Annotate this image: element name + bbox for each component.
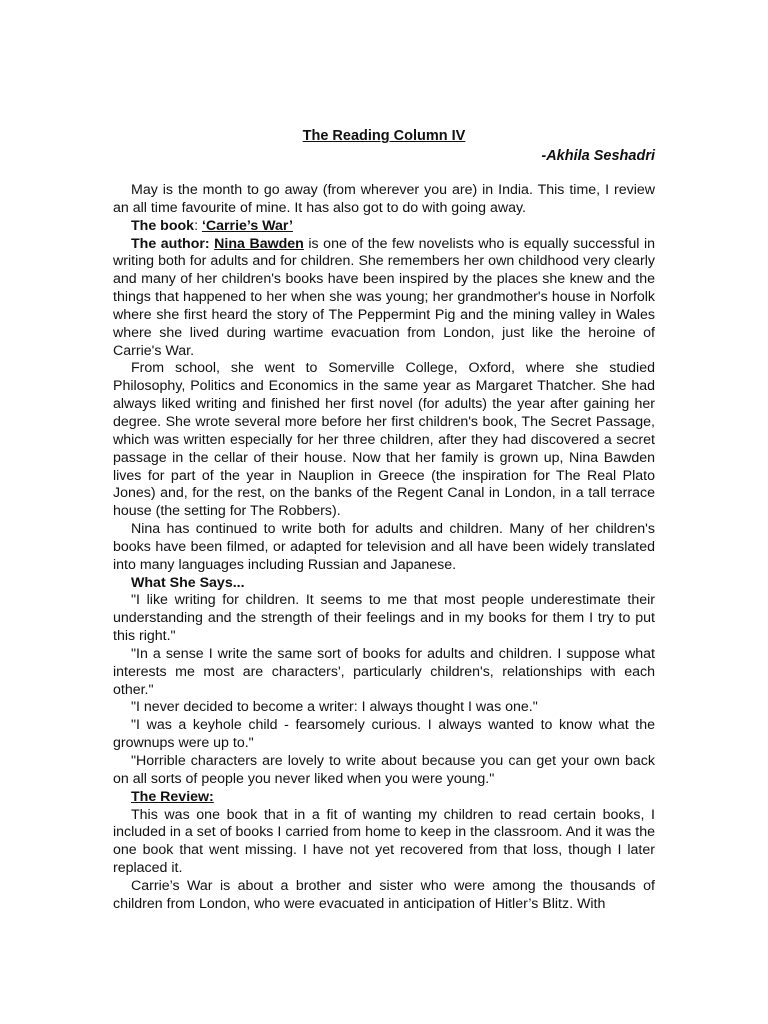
- book-label: The book: [131, 217, 195, 234]
- quote-paragraph: "Horrible characters are lovely to write about because you can get your own back on all sorts of people you never liked when you were young.": [113, 753, 655, 787]
- quote-paragraph: "I never decided to become a writer: I always thought I was one.": [131, 699, 538, 716]
- review-paragraph-1: This was one book that in a fit of wanting my children to read certain books, I included in a set of books I carried from home to keep in the classroom. And it was the one book that went missing. I have not yet recovered from that loss, though I later replaced it.: [113, 806, 655, 877]
- book-line: [113, 218, 655, 236]
- says-heading: What She Says...: [131, 574, 245, 591]
- author-text: is one of the few novelists who is equally successful in writing both for adults and for children. She remembers her own childhood very clearly and many of her children's books have been inspired by the places she knew and the things that happened to her when she was young; her grandmother's house in Norfolk where she first heard the story of The Peppermint Pig and the mining valley in Wales where she lived during wartime evacuation from London, just like the heroine of Carrie's War.: [113, 235, 655, 359]
- author-paragraph: [113, 236, 655, 361]
- book-colon: :: [194, 217, 202, 234]
- intro-paragraph: May is the month to go away (from wherever you are) in India. This time, I review an all time favourite of mine. It has also got to do with going away.: [113, 182, 655, 216]
- continued-paragraph: Nina has continued to write both for adults and children. Many of her children's books have been filmed, or adapted for television and all have been widely translated into many languages including Russian and Japanese.: [113, 521, 655, 573]
- author-name: Nina Bawden: [214, 235, 304, 252]
- book-title: ‘Carrie’s War’: [201, 217, 293, 234]
- article-title: The Reading Column IV: [302, 128, 466, 144]
- quote-paragraph: "In a sense I write the same sort of books for adults and children. I suppose what interests me most are characters', particularly children's, relationships with each other.": [113, 645, 655, 698]
- review-paragraph-2: Carrie’s War is about a brother and sister who were among the thousands of children from London, who were evacuated in anticipation of Hitler’s Blitz. With: [113, 877, 655, 912]
- review-heading-line: [113, 789, 655, 807]
- author-label: The author:: [131, 235, 210, 252]
- quote-paragraph: "I like writing for children. It seems to me that most people underestimate their understanding and the strength of their feelings and in my books for them I try to put this right.": [113, 592, 655, 645]
- quote-paragraph: "I was a keyhole child - fearsomely curious. I always wanted to know what the grownups were up to.": [113, 717, 655, 752]
- school-paragraph: From school, she went to Somerville College, Oxford, where she studied Philosophy, Politics and Economics in the same year as Margaret Thatcher. She had always liked writing and finished her first novel (for adults) the year after gaining her degree. She wrote several more before her first children's book, The Secret Passage, which was written especially for her three children, after they had discovered a secret passage in the cellar of their house. Now that her family is grown up, Nina Bawden lives for part of the year in Nauplion in Greece (the inspiration for The Real Plato Jones) and, for the rest, on the banks of the Regent Canal in London, in a tall terrace house (the setting for The Robbers).: [113, 360, 655, 520]
- article-body: [113, 182, 655, 914]
- author-byline: -Akhila Seshadri: [541, 148, 655, 164]
- review-heading: The Review:: [131, 788, 214, 805]
